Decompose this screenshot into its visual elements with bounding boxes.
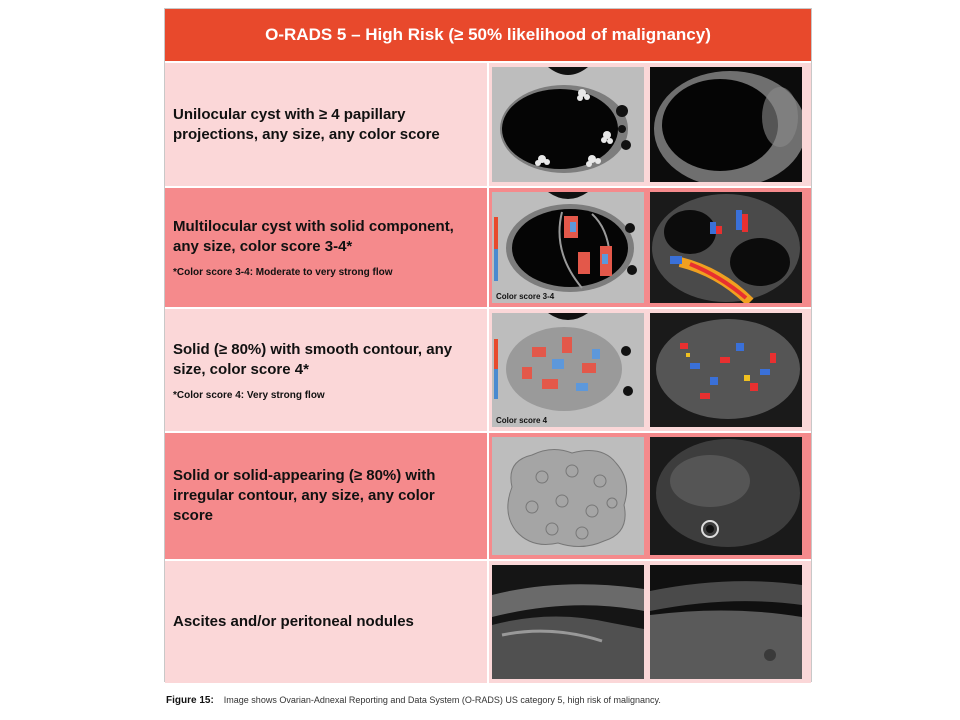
row-description [165,63,489,186]
row-main-text: Ascites and/or peritoneal nodules [173,613,414,630]
row-main-text: Solid or solid-appearing (≥ 80%) with irregular contour, any size, any color score [173,467,436,524]
diagram-multilocular-cyst [492,192,644,303]
figure-table [164,8,812,682]
row-description [165,309,489,431]
diagram-solid-irregular-contour [492,437,644,555]
ultrasound-peritoneal-image [650,565,802,679]
table-row [165,431,811,559]
ultrasound-ascites-image [492,565,644,679]
color-score-label: Color score 3-4 [496,292,555,301]
doppler-ultrasound-image [650,192,802,303]
doppler-ultrasound-image [650,313,802,427]
table-header: O-RADS 5 – High Risk (≥ 50% likelihood of malignancy) [165,9,811,61]
row-description [165,433,489,559]
table-row [165,61,811,186]
row-main-text: Multilocular cyst with solid component, any size, color score 3-4* [173,218,454,255]
ultrasound-image [650,437,802,555]
row-description [165,561,489,683]
table-row [165,186,811,307]
row-main-text: Solid (≥ 80%) with smooth contour, any size, color score 4* [173,340,453,378]
ultrasound-image [650,67,802,182]
row-note-text: *Color score 3-4: Moderate to very strong flow [173,267,393,278]
row-description [165,188,489,307]
diagram-unilocular-cyst [492,67,644,182]
table-row [165,559,811,683]
caption-text: Image shows Ovarian-Adnexal Reporting and Data System (O-RADS) US category 5, high risk of malignancy. [223,695,661,705]
figure-caption [166,694,786,707]
row-main-text: Unilocular cyst with ≥ 4 papillary projections, any size, any color score [173,105,440,143]
row-note-text: *Color score 4: Very strong flow [173,389,325,401]
color-score-label: Color score 4 [496,416,548,425]
table-row [165,307,811,431]
diagram-solid-smooth-contour [492,313,644,427]
figure-label: Figure 15: [166,695,214,706]
